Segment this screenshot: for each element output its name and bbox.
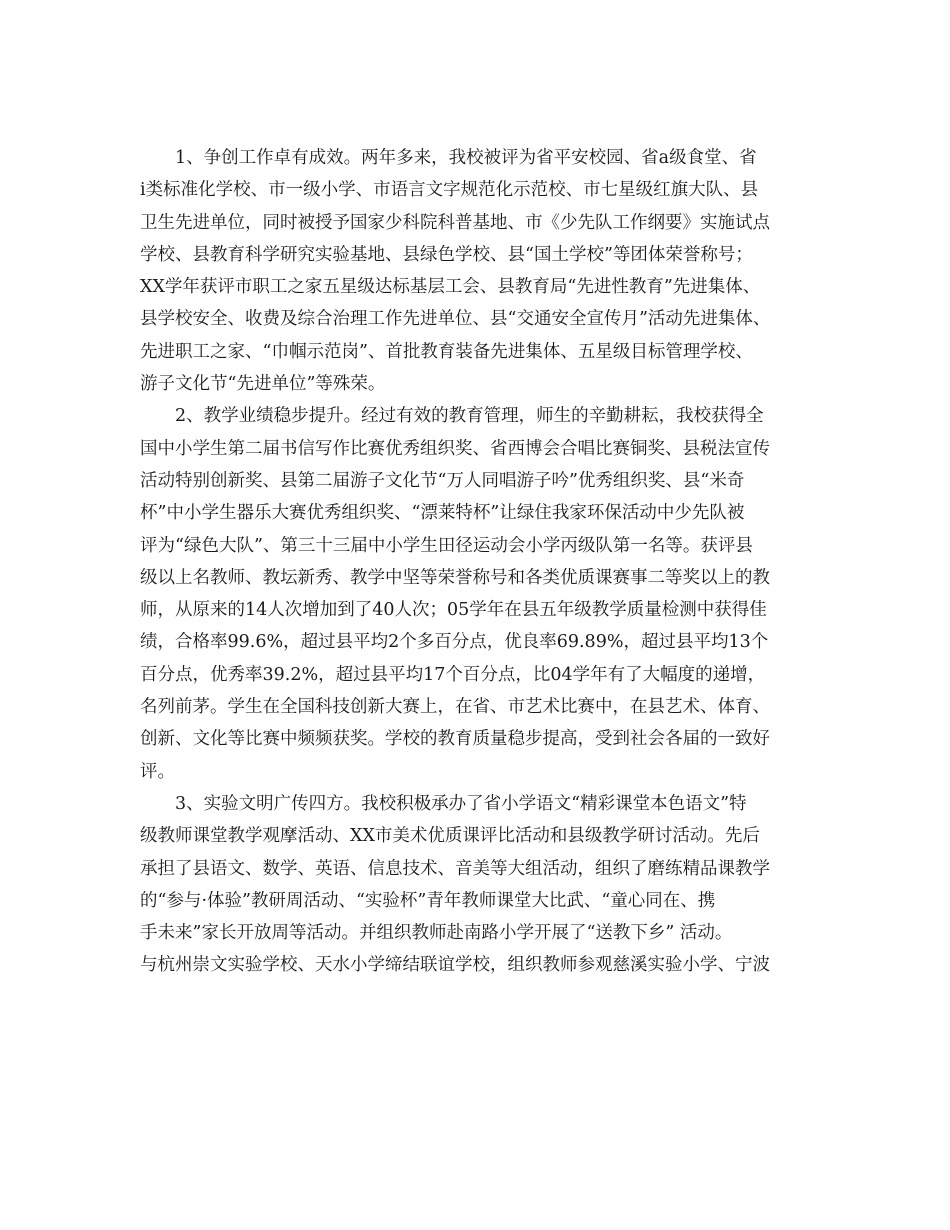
text-line: 名列前茅。学生在全国科技创新大赛上，在省、市艺术比赛中，在县艺术、体育、 — [140, 697, 770, 718]
text-line: 活动特别创新奖、县第二届游子文化节“万人同唱游子吟”优秀组织奖、县“米奇 — [140, 470, 745, 491]
text-line: 县学校安全、收费及综合治理工作先进单位、县“交通安全宣传月”活动先进集体、 — [140, 309, 771, 330]
text-line: 级以上名教师、教坛新秀、教学中坚等荣誉称号和各类优质课赛事二等奖以上的教 — [140, 567, 770, 588]
text-line: 学校、县教育科学研究实验基地、县绿色学校、县“国土学校”等团体荣誉称号； — [140, 244, 753, 265]
text-line: 2、教学业绩稳步提升。经过有效的教育管理，师生的辛勤耕耘，我校获得全 — [175, 406, 764, 427]
text-line: 1、争创工作卓有成效。两年多来，我校被评为省平安校园、省a级食堂、省 — [175, 148, 757, 168]
text-line: 先进职工之家、“巾帼示范岗”、首批教育装备先进集体、五星级目标管理学校、 — [140, 341, 753, 362]
text-line: 评为“绿色大队”、第三十三届中小学生田径运动会小学丙级队第一名等。获评县 — [140, 535, 753, 556]
text-line: 3、实验文明广传四方。我校积极承办了省小学语文“精彩课堂本色语文”特 — [175, 793, 747, 814]
text-line: 国中小学生第二届书信写作比赛优秀组织奖、省西博会合唱比赛铜奖、县税法宣传 — [140, 438, 770, 459]
document-body — [140, 142, 830, 982]
text-line: XX学年获评市职工之家五星级达标基层工会、县教育局“先进性教育”先进集体、 — [140, 277, 761, 298]
text-line: 手未来”家长开放周等活动。并组织教师赴南路小学开展了“送教下乡” 活动。 — [140, 923, 733, 944]
text-line: 游子文化节“先进单位”等殊荣。 — [140, 374, 386, 395]
text-line: 级教师课堂教学观摩活动、XX市美术优质课评比活动和县级教学研讨活动。先后 — [140, 826, 760, 847]
text-line: 师，从原来的14人次增加到了40人次；05学年在县五年级教学质量检测中获得佳 — [140, 600, 767, 621]
text-line: i类标准化学校、市一级小学、市语言文字规范化示范校、市七星级红旗大队、县 — [140, 180, 759, 201]
text-line: 绩，合格率99.6%，超过县平均2个多百分点，优良率69.89%，超过县平均13个 — [140, 632, 769, 653]
text-line: 杯”中小学生器乐大赛优秀组织奖、“漂莱特杯”让绿住我家环保活动中少先队被 — [140, 503, 745, 524]
text-line: 评。 — [140, 761, 175, 782]
text-line: 卫生先进单位，同时被授予国家少科院科普基地、市《少先队工作纲要》实施试点 — [140, 212, 770, 233]
text-line: 承担了县语文、数学、英语、信息技术、音美等大组活动，组织了磨练精品课教学 — [140, 858, 770, 879]
text-line: 的“参与·体验”教研周活动、“实验杯”青年教师课堂大比武、“童心同在、携 — [140, 890, 716, 911]
text-line: 百分点，优秀率39.2%，超过县平均17个百分点，比04学年有了大幅度的递增， — [140, 664, 766, 685]
text-line: 与杭州崇文实验学校、天水小学缔结联谊学校，组织教师参观慈溪实验小学、宁波 — [140, 955, 770, 976]
text-line: 创新、文化等比赛中频频获奖。学校的教育质量稳步提高，受到社会各届的一致好 — [140, 729, 770, 750]
